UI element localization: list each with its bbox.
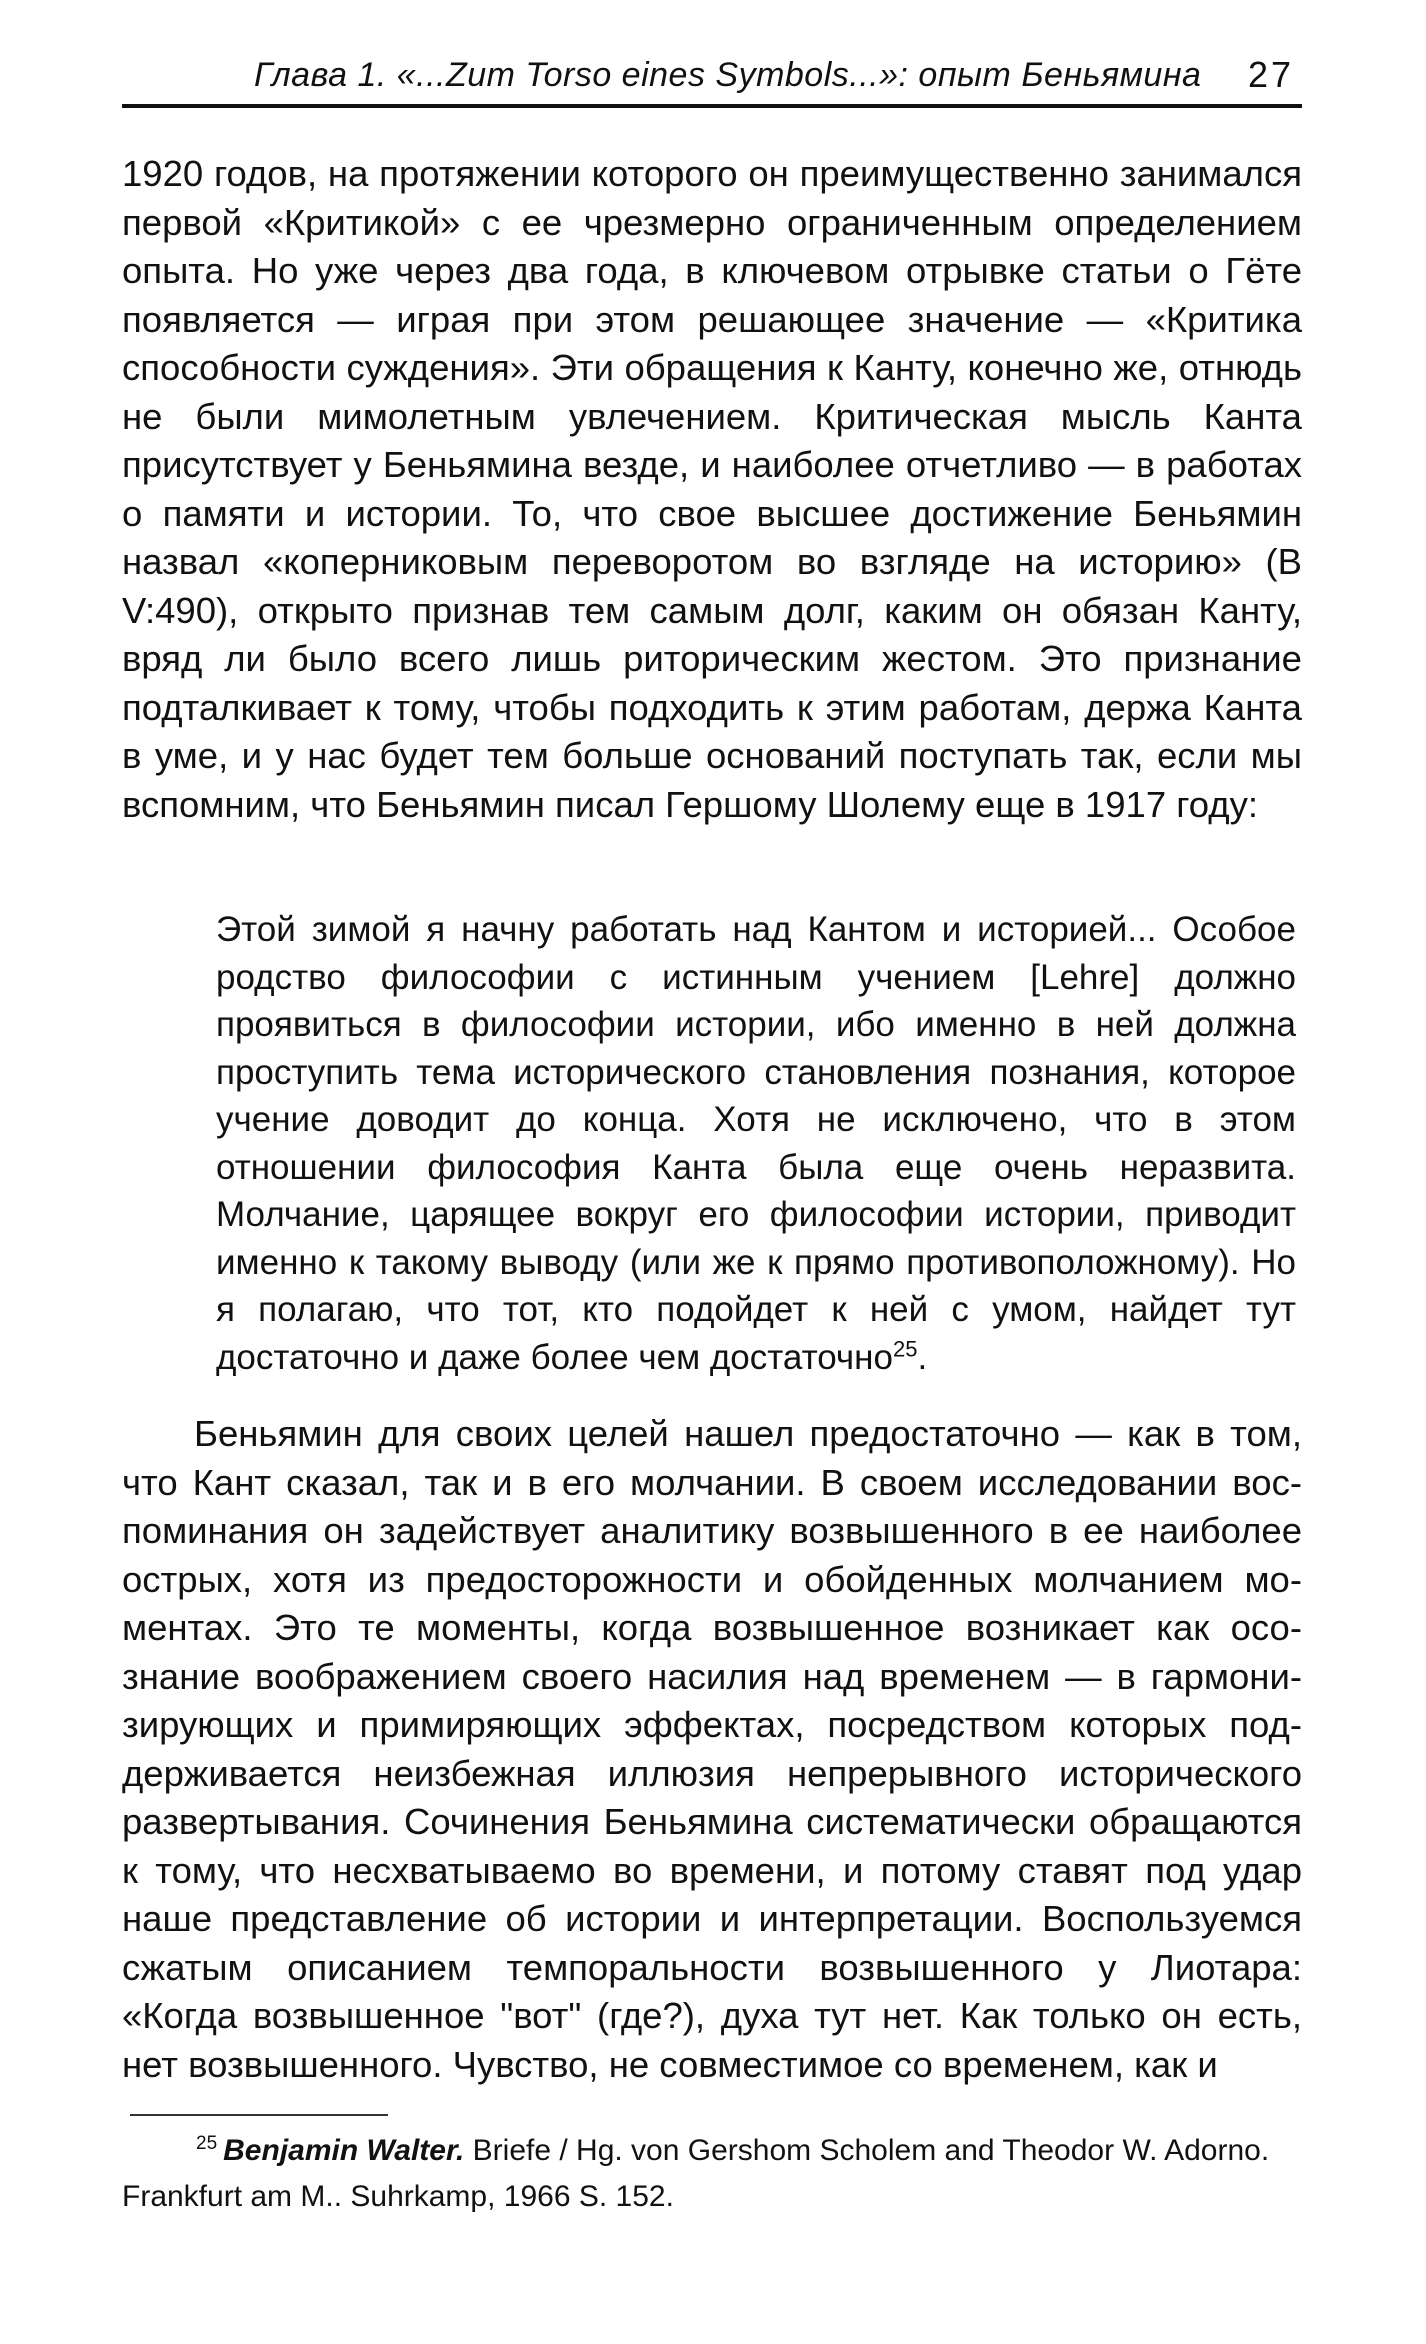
body-paragraph-1: 1920 годов, на протяжении которого он преимущественно занимался первой «Критикой» с ее чрезмерно ограниченным определением опыта. Но уже через два года, в ключевом отрывке статьи о Гёте появляется — играя при этом решающее значение — «Критика способности суждения». Эти обращения к Канту, конечно же, отнюдь не были мимолетным увлечением. Критическая мысль Канта присутствует у Беньямина везде, и наиболее отчетливо — в работах о памяти и истории. То, что свое высшее достижение Беньямин назвал «коперниковым переворотом во взгляде на историю» (В V:490), открыто признав тем самым долг, каким он обязан Канту, вряд ли было всего лишь риторическим жестом. Это признание подталкивает к тому, чтобы подходить к этим работам, держа Канта в уме, и у нас будет тем больше оснований поступать так, если мы вспомним, что Беньямин писал Гершому Шолему еще в 1917 году: xyxy=(122,153,1302,825)
quote-text: Этой зимой я начну работать над Кантом и историей... Особое родство философии с истинным учением [Lehre] должно проявиться в философии истории, ибо именно в ней должна проступить тема исторического становления познания, которое учение доводит до конца. Хотя не исключено, что в этом отношении философия Канта была еще очень неразвита. Молчание, царящее вокруг его философии истории, приводит именно к такому выводу (или же к прямо противоположному). Но я полагаю, что тот, кто подойдет к ней с умом, найдет тут достаточно и даже более чем достаточно xyxy=(216,910,1296,1377)
quote-end-punctuation: . xyxy=(917,1337,928,1377)
running-header xyxy=(122,48,1302,108)
block-quote xyxy=(216,906,1296,1381)
footnote-divider xyxy=(130,2114,388,2116)
footnote-reference: 25 xyxy=(892,1335,918,1361)
body-paragraph-2: Беньямин для своих целей нашел предостаточно — как в том, что Кант сказал, так и в его молчании. В своем исследовании воспоминания он задействует аналитику возвышенного в ее наиболее острых, хотя из предосторожности и обойденных молчанием моментах. Это те моменты, когда возвышенное возникает как осознание воображением своего насилия над временем — в гармонизирующих и примиряющих эффектах, посредством которых поддерживается неизбежная иллюзия непрерывного исторического развертывания. Сочинения Беньямина систематически обращаются к тому, что несхватываемо во времени, и потому ставят под удар наше представление об истории и интерпретации. Воспользуемся сжатым описанием темпоральности возвышенного у Лиотара: «Когда возвышенное "вот" (где?), духа тут нет. Как только он есть, нет возвышенного. Чувство, не совместимое со временем, как и xyxy=(122,1413,1302,2085)
page-number: 27 xyxy=(1247,54,1294,95)
footnote-author: Benjamin Walter. xyxy=(223,2134,465,2167)
footnote xyxy=(122,2128,1302,2220)
running-title: Глава 1. «...Zum Torso eines Symbols...»: опыт Беньямина xyxy=(254,56,1202,94)
footnote-mark: 25 xyxy=(196,2133,218,2154)
footnote-text: Briefe / Hg. von Gershom Scholem and Theodor W. Adorno. Frankfurt am M.. Suhrkamp, 1966 S. 152. xyxy=(122,2134,1270,2213)
